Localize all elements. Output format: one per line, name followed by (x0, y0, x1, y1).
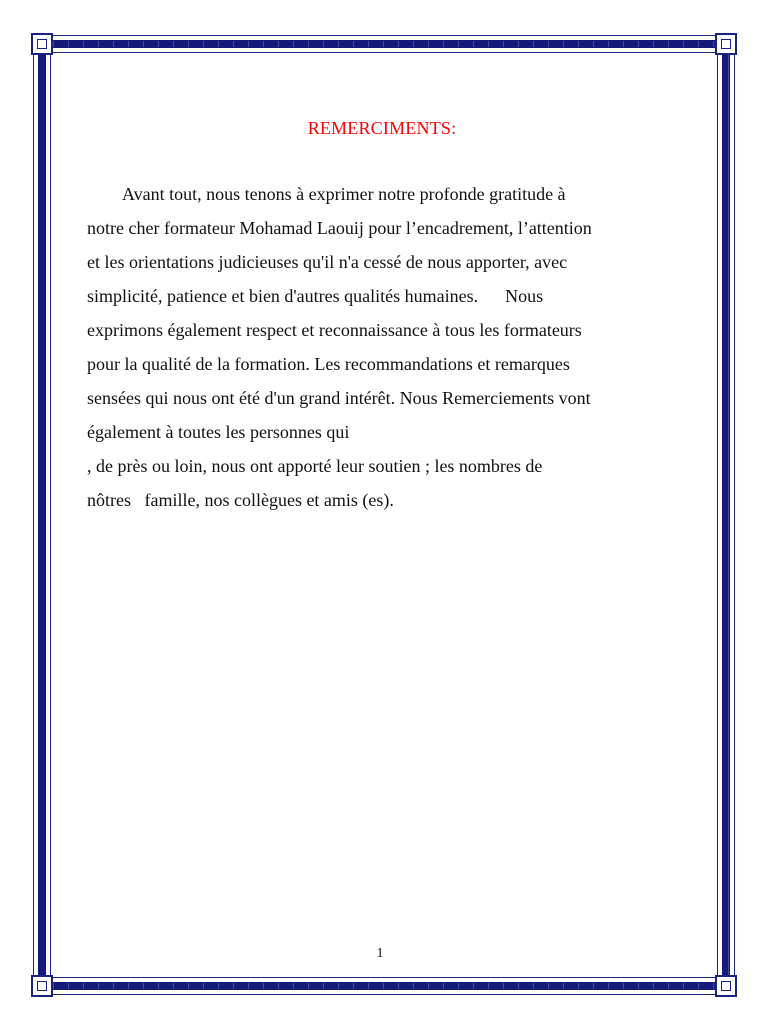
page-number: 1 (376, 946, 384, 961)
acknowledgement-paragraph (87, 177, 677, 517)
corner-ornament-top-right (715, 33, 737, 55)
page-content (87, 112, 677, 517)
paragraph-line: Avant tout, nous tenons à exprimer notre profonde gratitude à (87, 184, 566, 204)
paragraph-line: sensées qui nous ont été d'un grand intérêt. Nous Remerciements vont (87, 388, 591, 408)
paragraph-line: nôtres famille, nos collègues et amis (es). (87, 490, 394, 510)
paragraph-line: simplicité, patience et bien d'autres qualités humaines. Nous (87, 286, 544, 306)
paragraph-line: également à toutes les personnes qui (87, 422, 350, 442)
paragraph-line: pour la qualité de la formation. Les recommandations et remarques (87, 354, 570, 374)
corner-ornament-top-left (31, 33, 53, 55)
paragraph-line: , de près ou loin, nous ont apporté leur soutien ; les nombres de (87, 456, 543, 476)
corner-ornament-bottom-left (31, 975, 53, 997)
page-title: REMERCIMENTS: (307, 118, 457, 138)
paragraph-line: notre cher formateur Mohamad Laouij pour l’encadrement, l’attention (87, 218, 592, 238)
corner-ornament-bottom-right (715, 975, 737, 997)
paragraph-line: et les orientations judicieuses qu'il n'a cessé de nous apporter, avec (87, 252, 568, 272)
paragraph-line: exprimons également respect et reconnaissance à tous les formateurs (87, 320, 582, 340)
